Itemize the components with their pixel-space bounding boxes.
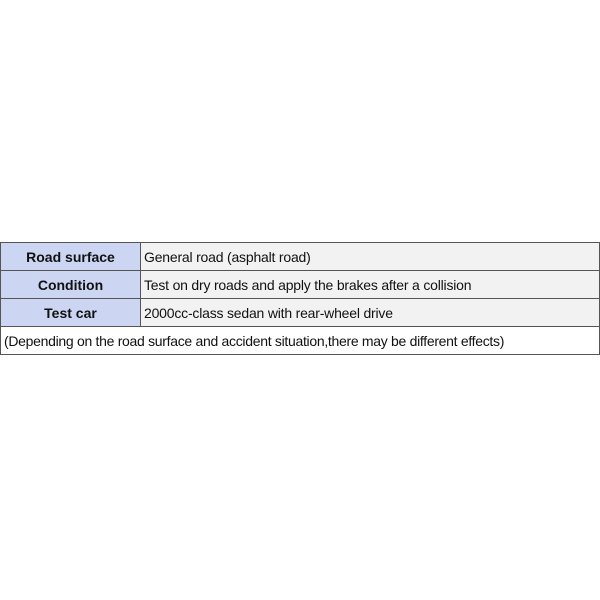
disclaimer-note: (Depending on the road surface and accident situation,there may be different effects)	[1, 327, 600, 355]
test-car-label: Test car	[1, 299, 141, 327]
table-row-note	[1, 327, 600, 355]
table-row-condition	[1, 271, 600, 299]
table-row-test-car	[1, 299, 600, 327]
road-surface-label: Road surface	[1, 243, 141, 271]
condition-value: Test on dry roads and apply the brakes after a collision	[141, 271, 600, 299]
table-row-road-surface	[1, 243, 600, 271]
test-conditions-table	[0, 242, 600, 355]
test-car-value: 2000cc-class sedan with rear-wheel drive	[141, 299, 600, 327]
road-surface-value: General road (asphalt road)	[141, 243, 600, 271]
condition-label: Condition	[1, 271, 141, 299]
